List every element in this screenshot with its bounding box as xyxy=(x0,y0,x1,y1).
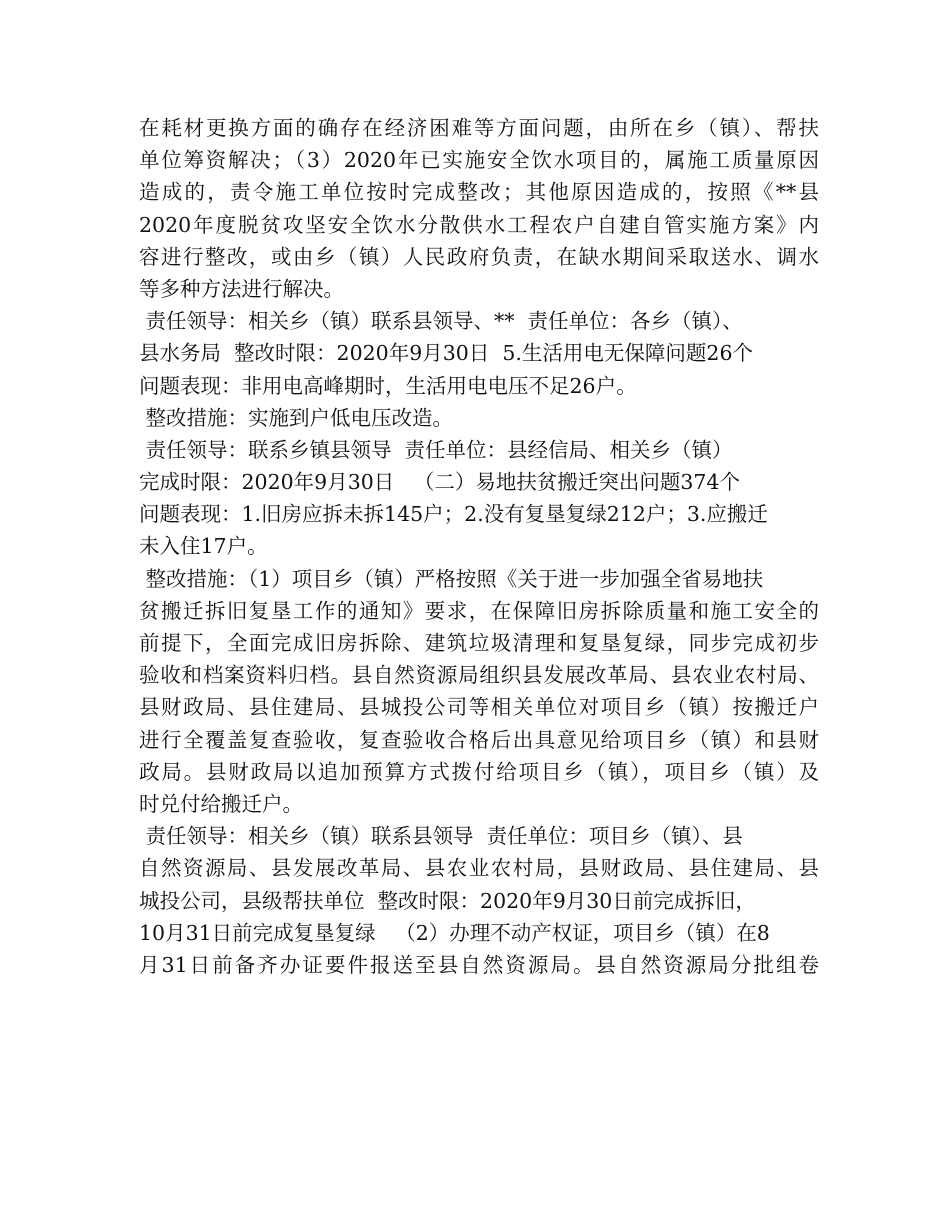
text-line: 政局。县财政局以追加预算方式拨付给项目乡（镇），项目乡（镇）及 xyxy=(139,759,819,784)
text-line: 完成时限：2020年9月30日 （二）易地扶贫搬迁突出问题374个 xyxy=(139,470,740,495)
text-line: 县财政局、县住建局、县城投公司等相关单位对项目乡（镇）按搬迁户 xyxy=(139,695,819,720)
text-line: 问题表现：非用电高峰期时，生活用电电压不足26户。 xyxy=(139,373,637,398)
text-line: 责任领导：相关乡（镇）联系县领导、** 责任单位：各乡（镇）、 xyxy=(139,309,743,334)
text-line: 等多种方法进行解决。 xyxy=(139,276,344,301)
text-line: 城投公司，县级帮扶单位 整改时限：2020年9月30日前完成拆旧， xyxy=(139,888,756,913)
text-line: 自然资源局、县发展改革局、县农业农村局，县财政局、县住建局、县 xyxy=(139,856,819,881)
text-line: 整改措施：（1）项目乡（镇）严格按照《关于进一步加强全省易地扶 xyxy=(139,566,764,591)
text-line: 问题表现：1.旧房应拆未拆145户；2.没有复垦复绿212户；3.应搬迁 xyxy=(139,502,768,527)
text-line: 时兑付给搬迁户。 xyxy=(139,791,303,816)
text-line: 前提下，全面完成旧房拆除、建筑垃圾清理和复垦复绿，同步完成初步 xyxy=(139,631,819,655)
text-line: 月31日前备齐办证要件报送至县自然资源局。县自然资源局分批组卷 xyxy=(139,952,819,977)
text-line: 县水务局 整改时限：2020年9月30日 5.生活用电无保障问题26个 xyxy=(139,341,754,366)
text-line: 责任领导：联系乡镇县领导 责任单位：县经信局、相关乡（镇） xyxy=(139,437,733,462)
body-text xyxy=(139,112,819,981)
text-line: 造成的，责令施工单位按时完成整改；其他原因造成的，按照《**县 xyxy=(139,180,819,205)
text-line: 整改措施：实施到户低电压改造。 xyxy=(139,405,454,430)
text-line: 未入住17户。 xyxy=(139,534,268,559)
text-line: 容进行整改，或由乡（镇）人民政府负责，在缺水期间采取送水、调水 xyxy=(139,244,819,269)
text-line: 在耗材更换方面的确存在经济困难等方面问题，由所在乡（镇）、帮扶 xyxy=(139,116,819,140)
text-line: 10月31日前完成复垦复绿 （2）办理不动产权证，项目乡（镇）在8 xyxy=(139,920,770,945)
text-line: 进行全覆盖复查验收，复查验收合格后出具意见给项目乡（镇）和县财 xyxy=(139,727,819,752)
text-line: 验收和档案资料归档。县自然资源局组织县发展改革局、县农业农村局、 xyxy=(139,663,819,688)
text-line: 单位筹资解决；（3）2020年已实施安全饮水项目的，属施工质量原因 xyxy=(139,148,819,173)
text-line: 责任领导：相关乡（镇）联系县领导 责任单位：项目乡（镇）、县 xyxy=(139,824,743,849)
text-line: 贫搬迁拆旧复垦工作的通知》要求，在保障旧房拆除质量和施工安全的 xyxy=(139,598,819,623)
text-line: 2020年度脱贫攻坚安全饮水分散供水工程农户自建自管实施方案》内 xyxy=(139,212,819,237)
